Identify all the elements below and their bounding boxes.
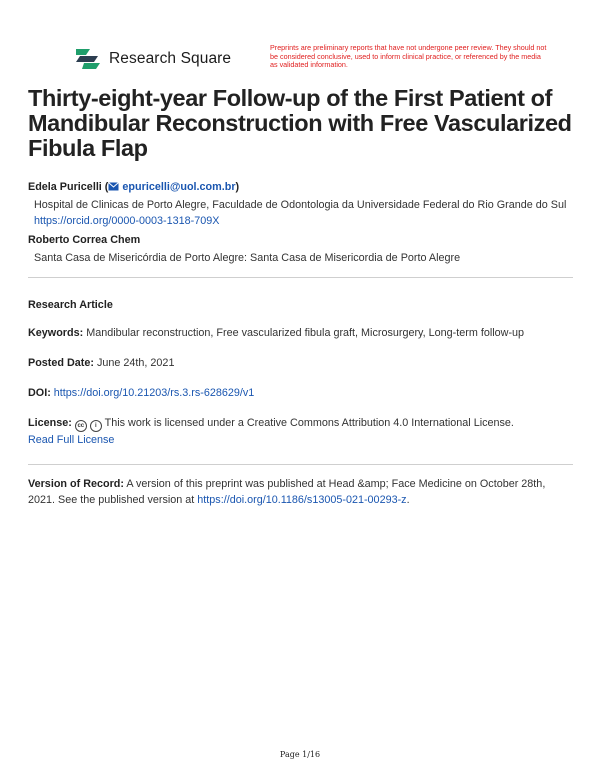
version-of-record-row: Version of Record: A version of this preprint was published at Head &amp; Face Medicine on October 28th, 2021. See the published version at https://doi.org/10.1186/s13005-021-00293-z.	[28, 478, 546, 506]
divider	[28, 277, 573, 278]
paper-title: Thirty-eight-year Follow-up of the First Patient of Mandibular Reconstruction with Free Vascularized Fibula Flap	[28, 85, 572, 161]
header	[74, 43, 547, 76]
posted-date-row: Posted Date: June 24th, 2021	[28, 357, 175, 369]
article-type: Research Article	[28, 299, 113, 311]
research-square-logo-icon	[74, 46, 102, 72]
preprint-disclaimer: Preprints are preliminary reports that have not undergone peer review. They should not be considered conclusive, used to inform clinical practice, or referenced by the media as validated information.	[270, 43, 547, 70]
doi-row: DOI: https://doi.org/10.21203/rs.3.rs-628629/v1	[28, 387, 255, 399]
research-square-logo[interactable]	[74, 46, 231, 72]
author-affiliation: Santa Casa de Misericórdia de Porto Alegre: Santa Casa de Misericordia de Porto Alegre	[34, 252, 461, 264]
attribution-icon: i	[90, 420, 102, 432]
envelope-icon	[108, 182, 119, 191]
author-affiliation: Hospital de Clinicas de Porto Alegre, Faculdade de Odontologia da Universidade Federal do Rio Grande do Sul https://orcid.org/0000-0003-1318-709X	[34, 199, 567, 227]
read-full-license-link[interactable]: Read Full License	[28, 434, 115, 446]
doi-link[interactable]: https://doi.org/10.21203/rs.3.rs-628629/v1	[53, 387, 255, 399]
author-name: Roberto Correa Chem	[28, 234, 141, 246]
keywords-row: Keywords: Mandibular reconstruction, Free vascularized fibula graft, Microsurgery, Long-term follow-up	[28, 327, 525, 339]
author-list	[28, 181, 573, 271]
author-name: Edela Puricelli ( epuricelli@uol.com.br)	[28, 181, 240, 193]
published-version-link[interactable]: https://doi.org/10.1186/s13005-021-00293-z	[197, 494, 407, 506]
divider	[28, 464, 573, 465]
author-email-link[interactable]: epuricelli@uol.com.br	[122, 181, 236, 193]
license-row: License: cc i This work is licensed under a Creative Commons Attribution 4.0 International License. Read Full License	[28, 417, 514, 446]
logo-wordmark: Research Square	[109, 50, 232, 67]
cc-icon: cc	[75, 420, 87, 432]
orcid-link[interactable]: https://orcid.org/0000-0003-1318-709X	[34, 215, 220, 227]
page-number: Page 1/16	[279, 750, 321, 759]
